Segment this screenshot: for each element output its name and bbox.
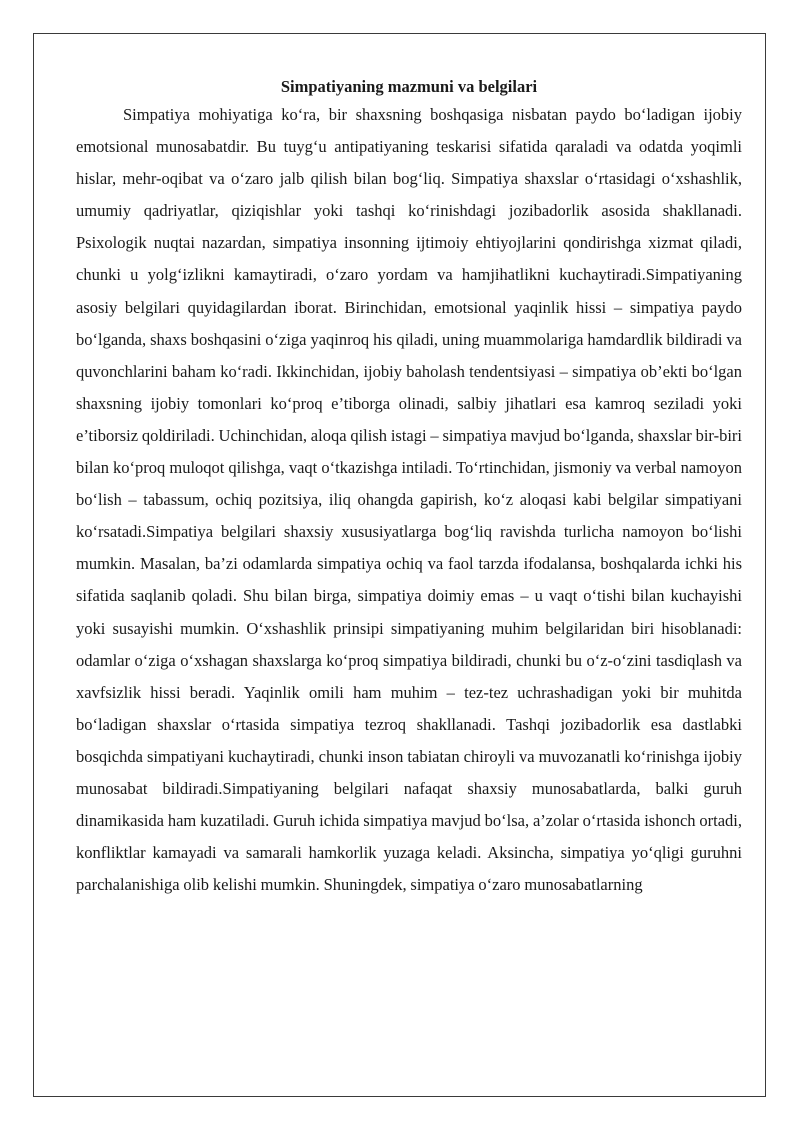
- document-body-paragraph: Simpatiya mohiyatiga ko‘ra, bir shaxsning boshqasiga nisbatan paydo bo‘ladigan ijobiy emotsional munosabatdir. Bu tuyg‘u antipatiyaning teskarisi sifatida qaraladi va odatda yoqimli hislar, mehr-oqibat va o‘zaro jalb qilish bilan bog‘liq. Simpatiya shaxslar o‘rtasidagi o‘xshashlik, umumiy qadriyatlar, qiziqishlar yoki tashqi ko‘rinishdagi jozibadorlik asosida shakllanadi. Psixologik nuqtai nazardan, simpatiya insonning ijtimoiy ehtiyojlarini qondirishga xizmat qiladi, chunki u yolg‘izlikni kamaytiradi, o‘zaro yordam va hamjihatlikni kuchaytiradi.Simpatiyaning asosiy belgilari quyidagilardan iborat. Birinchidan, emotsional yaqinlik hissi – simpatiya paydo bo‘lganda, shaxs boshqasini o‘ziga yaqinroq his qiladi, uning muammolariga hamdardlik bildiradi va quvonchlarini baham ko‘radi. Ikkinchidan, ijobiy baholash tendentsiyasi – simpatiya ob’ekti bo‘lgan shaxsning ijobiy tomonlari ko‘proq e’tiborga olinadi, salbiy jihatlari esa kamroq seziladi yoki e’tiborsiz qoldiriladi. Uchinchidan, aloqa qilish istagi – simpatiya mavjud bo‘lganda, shaxslar bir-biri bilan ko‘proq muloqot qilishga, vaqt o‘tkazishga intiladi. To‘rtinchidan, jismoniy va verbal namoyon bo‘lish – tabassum, ochiq pozitsiya, iliq ohangda gapirish, ko‘z aloqasi kabi belgilar simpatiyani ko‘rsatadi.Simpatiya belgilari shaxsiy xususiyatlarga bog‘liq ravishda turlicha namoyon bo‘lishi mumkin. Masalan, ba’zi odamlarda simpatiya ochiq va faol tarzda ifodalansa, boshqalarda ichki his sifatida saqlanib qoladi. Shu bilan birga, simpatiya doimiy emas – u vaqt o‘tishi bilan kuchayishi yoki susayishi mumkin. O‘xshashlik prinsipi simpatiyaning muhim belgilaridan biri hisoblanadi: odamlar o‘ziga o‘xshagan shaxslarga ko‘proq simpatiya bildiradi, chunki bu o‘z-o‘zini tasdiqlash va xavfsizlik hissi beradi. Yaqinlik omili ham muhim – tez-tez uchrashadigan yoki bir muhitda bo‘ladigan shaxslar o‘rtasida simpatiya tezroq shakllanadi. Tashqi jozibadorlik esa dastlabki bosqichda simpatiyani kuchaytiradi, chunki inson tabiatan chiroyli va muvozanatli ko‘rinishga ijobiy munosabat bildiradi.Simpatiyaning belgilari nafaqat shaxsiy munosabatlarda, balki guruh dinamikasida ham kuzatiladi. Guruh ichida simpatiya mavjud bo‘lsa, a’zolar o‘rtasida ishonch ortadi, konfliktlar kamayadi va samarali hamkorlik yuzaga keladi. Aksincha, simpatiya yo‘qligi guruhni parchalanishiga olib kelishi mumkin. Shuningdek, simpatiya o‘zaro munosabatlarning: [76, 105, 743, 895]
- document-content: [76, 76, 742, 901]
- document-title: Simpatiyaning mazmuni va belgilari: [280, 77, 538, 96]
